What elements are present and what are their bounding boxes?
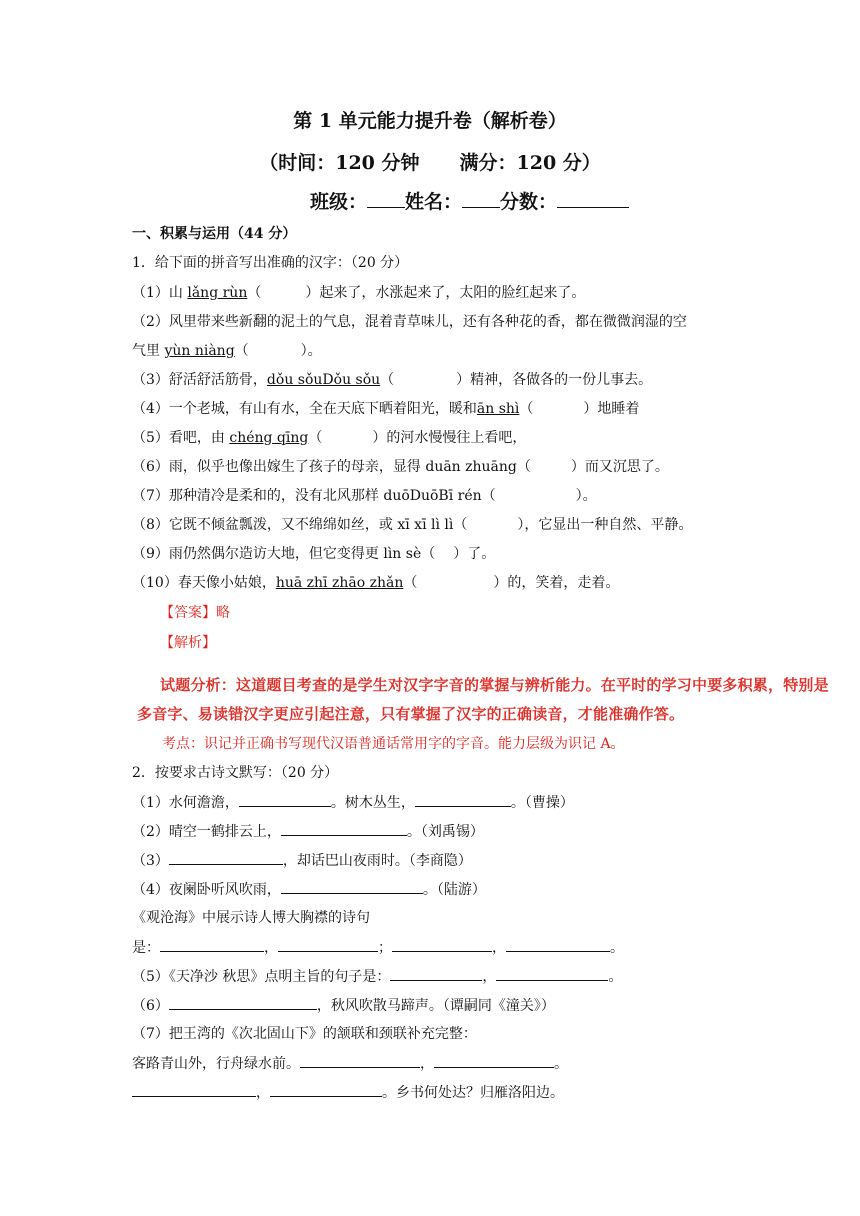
q2-line-4: （4）夜阑卧听风吹雨， 。（陆游） — [132, 879, 486, 900]
q2-line-3: （3） ，却话巴山夜雨时。（李商隐） — [132, 850, 472, 871]
answer-blank[interactable] — [281, 821, 407, 836]
section-heading: 一、积累与运用（44 分） — [132, 226, 297, 242]
q2-line-11: ， 。乡书何处达？归雁洛阳边。 — [132, 1082, 564, 1103]
q2-line-6: 是： ， ； ， 。 — [132, 937, 624, 958]
answer-blank[interactable] — [415, 792, 511, 807]
page-title: 第 1 单元能力提升卷（解析卷） — [293, 110, 567, 132]
q2-line-10: 客路青山外，行舟绿水前。 ， 。 — [132, 1053, 568, 1074]
score-blank[interactable] — [557, 191, 629, 208]
q2-line-1: （1）水何澹澹， 。树木丛生， 。（曹操） — [132, 792, 574, 813]
answer-blank[interactable] — [160, 937, 264, 952]
score-label: 分数： — [500, 191, 558, 213]
q2-line-2: （2）晴空一鹤排云上， 。（刘禹锡） — [132, 821, 484, 842]
pinyin: ān shì — [476, 401, 520, 417]
time-limit: （时间：120 分钟 — [259, 152, 420, 174]
answer-blank[interactable] — [434, 1053, 554, 1068]
question-2-stem: 2．按要求古诗文默写：（20 分） — [132, 765, 339, 781]
answer-text: 略 — [216, 605, 230, 621]
exam-meta — [0, 148, 860, 175]
q1-item-8: （8）它既不倾盆瓢泼，又不绵绵如丝，或 xī xī lì lì（ ），它显出一种自然、平静。 — [132, 517, 693, 533]
q1-item-9: （9）雨仍然偶尔造访大地，但它变得更 lìn sè（ ）了。 — [132, 546, 496, 562]
pinyin: lǎng rùn — [187, 285, 248, 301]
answer-blank[interactable] — [300, 1053, 420, 1068]
answer-label: 【答案】 — [160, 605, 216, 621]
answer-blank[interactable] — [169, 995, 317, 1010]
q1-item-6: （6）雨，似乎也像出嫁生了孩子的母亲，显得 duān zhuāng（ ）而又沉思了。 — [132, 459, 669, 475]
answer-blank[interactable] — [506, 937, 610, 952]
class-blank[interactable] — [367, 191, 405, 208]
answer-blank[interactable] — [169, 850, 283, 865]
q1-item-7: （7）那种清冷是柔和的，没有北风那样 duōDuōBī rén（ ）。 — [132, 488, 597, 504]
question-1-stem: 1．给下面的拼音写出准确的汉字：（20 分） — [132, 255, 409, 271]
student-info — [310, 187, 629, 214]
knowledge-point: 考点：识记并正确书写现代汉语普通话常用字的字音。能力层级为识记 A。 — [162, 736, 625, 752]
q1-item-2: （2）风里带来些新翻的泥土的气息，混着青草味儿，还有各种花的香，都在微微润湿的空 — [132, 314, 687, 330]
q2-line-8: （6） ，秋风吹散马蹄声。（谭嗣同《潼关》） — [132, 995, 555, 1016]
full-score: 满分：120 分） — [459, 152, 601, 174]
q2-line-5: 《观沧海》中展示诗人博大胸襟的诗句 — [132, 910, 370, 926]
pinyin: huā zhī zhāo zhǎn — [275, 575, 404, 591]
answer-blank[interactable] — [496, 966, 608, 981]
answer-blank[interactable] — [278, 937, 378, 952]
analysis-label: 【解析】 — [160, 635, 216, 651]
answer-blank[interactable] — [239, 792, 331, 807]
answer-blank[interactable] — [390, 966, 482, 981]
analysis-line-2: 多音字、易读错汉字更应引起注意，只有掌握了汉字的正确读音，才能准确作答。 — [137, 705, 685, 723]
name-label: 姓名： — [405, 191, 463, 213]
pinyin: dǒu sǒuDǒu sǒu — [266, 372, 381, 388]
class-label: 班级： — [310, 191, 368, 213]
q1-item-10: （10）春天像小姑娘，huā zhī zhāo zhǎn（ ）的，笑着，走着。 — [132, 575, 620, 591]
pinyin: yùn niàng — [164, 343, 235, 359]
q1-item-4: （4）一个老城，有山有水，全在天底下晒着阳光，暖和ān shì（ ）地睡着 — [132, 401, 640, 417]
answer-blank[interactable] — [281, 879, 423, 894]
answer-blank[interactable] — [132, 1082, 256, 1097]
q2-line-7: （5）《天净沙 秋思》点明主旨的句子是： ， 。 — [132, 966, 622, 987]
q2-line-9: （7）把王湾的《次北固山下》的颔联和颈联补充完整： — [132, 1026, 477, 1042]
pinyin: chéng qīng — [229, 430, 309, 446]
name-blank[interactable] — [462, 191, 500, 208]
q1-item-3: （3）舒活舒活筋骨，dǒu sǒuDǒu sǒu（ ）精神，各做各的一份儿事去。 — [132, 372, 653, 388]
q1-item-2-cont: 气里 yùn niàng（ ）。 — [132, 343, 322, 359]
answer-blank[interactable] — [392, 937, 492, 952]
q1-item-5: （5）看吧，由 chéng qīng（ ）的河水慢慢往上看吧， — [132, 430, 527, 446]
q1-item-1: （1）山 lǎng rùn（ ）起来了，水涨起来了，太阳的脸红起来了。 — [132, 285, 586, 301]
answer-blank[interactable] — [270, 1082, 382, 1097]
analysis-line-1: 试题分析：这道题目考查的是学生对汉字字音的掌握与辨析能力。在平时的学习中要多积累，特别是 — [160, 676, 829, 694]
answer-row — [160, 603, 230, 623]
